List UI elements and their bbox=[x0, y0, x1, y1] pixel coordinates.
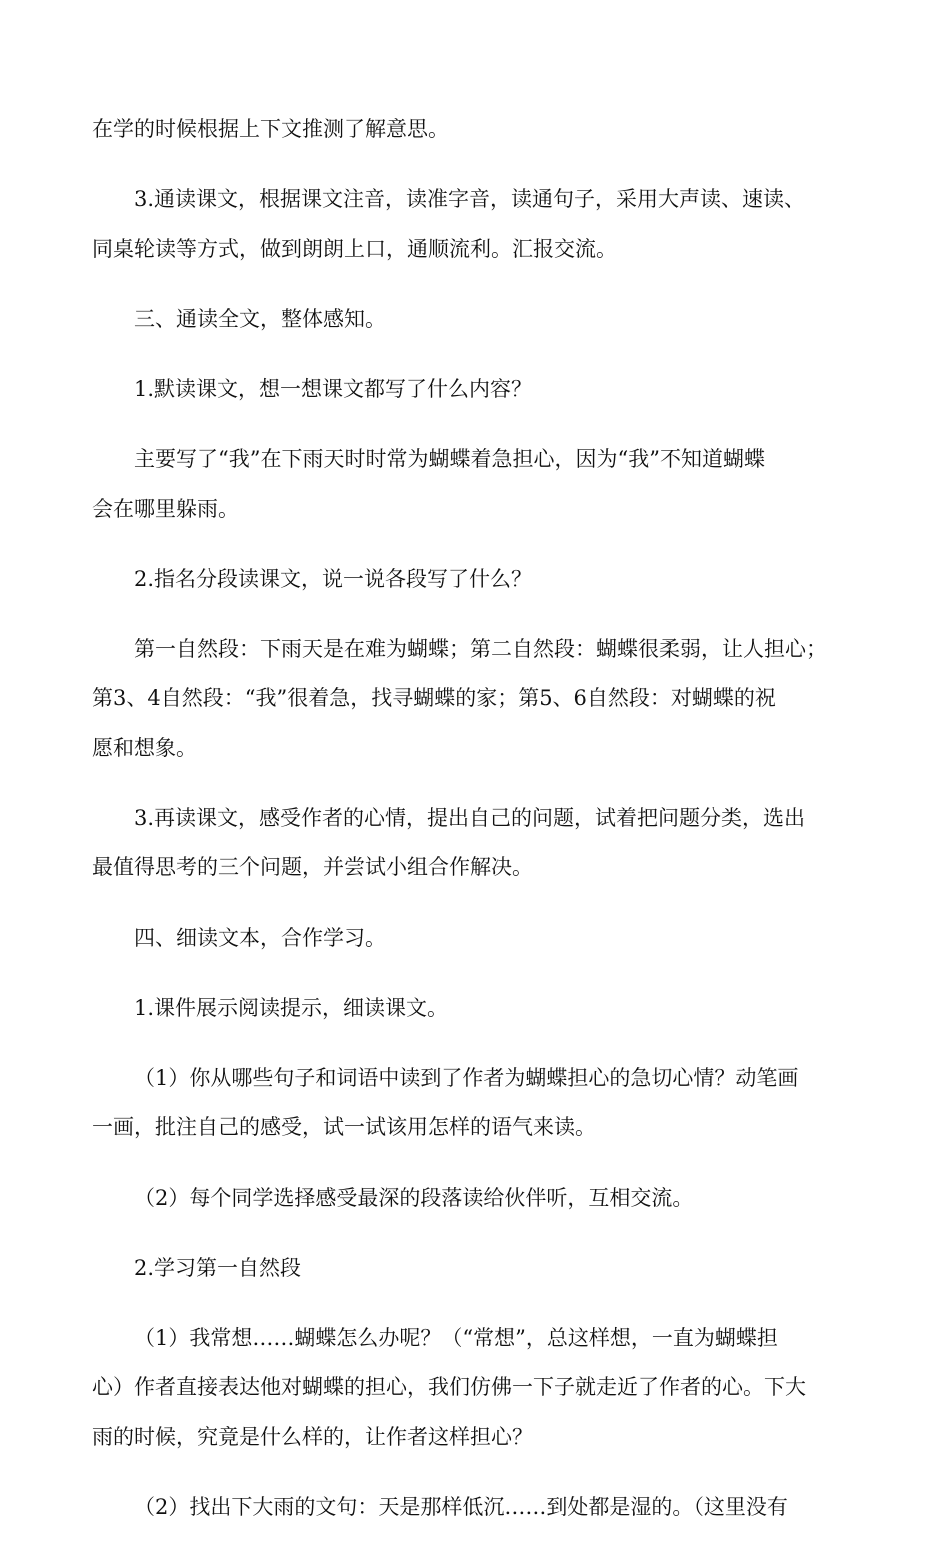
paragraph-1 bbox=[92, 105, 872, 154]
text-line: 1.课件展示阅读提示，细读课文。 bbox=[134, 995, 449, 1020]
text-line: （1）你从哪些句子和词语中读到了作者为蝴蝶担心的急切心情？动笔画 bbox=[134, 1066, 799, 1091]
text-line: 三、通读全文，整体感知。 bbox=[134, 306, 386, 331]
text-line: 心）作者直接表达他对蝴蝶的担心，我们仿佛一下子就走近了作者的心。下大 bbox=[92, 1375, 806, 1400]
section-heading-3 bbox=[92, 295, 872, 344]
text-line: 3.通读课文，根据课文注音，读准字音，读通句子，采用大声读、速读、 bbox=[134, 187, 806, 212]
text-line: 同桌轮读等方式，做到朗朗上口，通顺流利。汇报交流。 bbox=[92, 236, 617, 261]
paragraph-14 bbox=[92, 1314, 872, 1462]
paragraph-5 bbox=[92, 435, 872, 534]
section-heading-9 bbox=[92, 914, 872, 963]
text-line: （2）每个同学选择感受最深的段落读给伙伴听，互相交流。 bbox=[134, 1185, 694, 1210]
paragraph-11 bbox=[92, 1054, 872, 1153]
text-line: （2）找出下大雨的文句：天是那样低沉……到处都是湿的。（这里没有 bbox=[134, 1495, 788, 1520]
text-line: 最值得思考的三个问题，并尝试小组合作解决。 bbox=[92, 855, 533, 880]
text-line: 1.默读课文，想一想课文都写了什么内容？ bbox=[134, 377, 533, 402]
paragraph-15 bbox=[92, 1483, 872, 1532]
paragraph-2 bbox=[92, 175, 872, 274]
text-line: 第3、4自然段：“我”很着急，找寻蝴蝶的家；第5、6自然段：对蝴蝶的祝 bbox=[92, 686, 776, 711]
paragraph-6 bbox=[92, 555, 872, 604]
text-line: 主要写了“我”在下雨天时时常为蝴蝶着急担心，因为“我”不知道蝴蝶 bbox=[134, 447, 765, 472]
text-line: 第一自然段：下雨天是在难为蝴蝶；第二自然段：蝴蝶很柔弱，让人担心； bbox=[134, 637, 827, 662]
paragraph-10 bbox=[92, 984, 872, 1033]
paragraph-4 bbox=[92, 365, 872, 414]
paragraph-13 bbox=[92, 1244, 872, 1293]
text-line: 3.再读课文，感受作者的心情，提出自己的问题，试着把问题分类，选出 bbox=[134, 806, 806, 831]
text-line: （1）我常想……蝴蝶怎么办呢？（“常想”，总这样想，一直为蝴蝶担 bbox=[134, 1326, 778, 1351]
text-line: 在学的时候根据上下文推测了解意思。 bbox=[92, 117, 449, 141]
text-line: 会在哪里躲雨。 bbox=[92, 496, 239, 521]
text-line: 一画，批注自己的感受，试一试该用怎样的语气来读。 bbox=[92, 1115, 596, 1140]
text-line: 四、细读文本，合作学习。 bbox=[134, 925, 386, 950]
text-line: 雨的时候，究竟是什么样的，让作者这样担心？ bbox=[92, 1424, 533, 1449]
paragraph-8 bbox=[92, 794, 872, 893]
text-line: 愿和想象。 bbox=[92, 735, 197, 760]
paragraph-7 bbox=[92, 625, 872, 773]
paragraph-12 bbox=[92, 1174, 872, 1223]
text-line: 2.指名分段读课文，说一说各段写了什么？ bbox=[134, 566, 533, 591]
document-page bbox=[92, 105, 872, 1553]
text-line: 2.学习第一自然段 bbox=[134, 1255, 302, 1280]
